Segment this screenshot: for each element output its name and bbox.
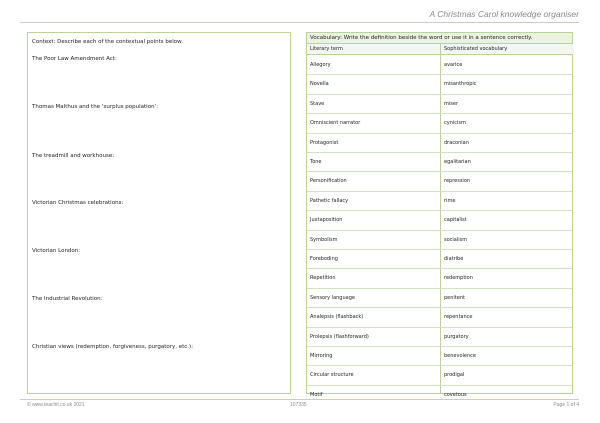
vocabulary-word-cell: socialism bbox=[444, 236, 468, 243]
context-point: Victorian Christmas celebrations: bbox=[32, 200, 124, 206]
vocabulary-word-cell: capitalist bbox=[444, 217, 467, 224]
footer-page-number: Page 1 of 4 bbox=[553, 402, 579, 408]
literary-term-cell: Prolepsis (flashforward) bbox=[310, 333, 369, 340]
document-title: A Christmas Carol knowledge organiser bbox=[429, 9, 579, 19]
footer-copyright: © www.teachit.co.uk 2021 bbox=[27, 402, 85, 408]
context-point: Thomas Malthus and the ‘surplus population’: bbox=[32, 104, 159, 110]
vocabulary-word-cell: benevolence bbox=[444, 353, 476, 359]
row-divider bbox=[307, 113, 572, 114]
row-divider bbox=[307, 288, 572, 289]
row-divider bbox=[307, 327, 572, 328]
context-point: The treadmill and workhouse: bbox=[32, 153, 115, 159]
column-header-literary-term: Literary term bbox=[307, 44, 440, 54]
vocabulary-word-cell: misanthropic bbox=[444, 81, 477, 88]
vocabulary-heading: Vocabulary: Write the definition beside the word or use it in a sentence correctly. bbox=[307, 33, 572, 44]
row-divider bbox=[307, 94, 572, 95]
vocabulary-word-cell: prodigal bbox=[444, 372, 465, 379]
vocabulary-word-cell: draconian bbox=[444, 139, 469, 146]
literary-term-cell: Tone bbox=[310, 159, 322, 165]
row-divider bbox=[307, 171, 572, 172]
vocabulary-word-cell: redemption bbox=[444, 275, 473, 282]
context-heading: Context: Describe each of the contextual points below. bbox=[32, 39, 183, 45]
literary-term-cell: Novella bbox=[310, 81, 329, 88]
vocabulary-word-cell: penitent bbox=[444, 294, 465, 301]
vocabulary-word-cell: miser bbox=[444, 100, 458, 107]
literary-term-cell: Personification bbox=[310, 178, 347, 185]
row-divider bbox=[307, 268, 572, 269]
literary-term-cell: Circular structure bbox=[310, 372, 354, 379]
literary-term-cell: Allegory bbox=[310, 62, 331, 68]
vocabulary-word-cell: rime bbox=[444, 197, 456, 204]
row-divider bbox=[307, 230, 572, 231]
row-divider bbox=[307, 365, 572, 366]
literary-term-cell: Symbolism bbox=[310, 236, 338, 243]
row-divider bbox=[307, 191, 572, 192]
vocabulary-word-cell: diatribe bbox=[444, 256, 464, 262]
row-divider bbox=[307, 385, 572, 386]
literary-term-cell: Sensory language bbox=[310, 294, 355, 301]
literary-term-cell: Motif bbox=[310, 391, 323, 398]
context-panel bbox=[27, 32, 291, 394]
literary-term-cell: Protagonist bbox=[310, 139, 339, 146]
row-divider bbox=[307, 249, 572, 250]
literary-term-cell: Repetition bbox=[310, 275, 336, 282]
row-divider bbox=[307, 133, 572, 134]
literary-term-cell: Juxtaposition bbox=[310, 217, 343, 224]
column-divider bbox=[440, 44, 441, 393]
vocabulary-word-cell: purgatory bbox=[444, 333, 469, 340]
row-divider bbox=[307, 74, 572, 75]
vocabulary-word-cell: egalitarian bbox=[444, 159, 471, 165]
context-point: Victorian London: bbox=[32, 248, 81, 254]
context-point: The Poor Law Amendment Act: bbox=[32, 56, 117, 62]
footer-code: 107335 bbox=[290, 402, 307, 408]
vocabulary-word-cell: repression bbox=[444, 178, 471, 185]
literary-term-cell: Mirroring bbox=[310, 353, 333, 359]
row-divider bbox=[307, 210, 572, 211]
vocabulary-word-cell: repentance bbox=[444, 314, 473, 321]
header-rule bbox=[20, 22, 579, 23]
column-header-sophisticated-vocabulary: Sophisticated vocabulary bbox=[440, 44, 574, 54]
literary-term-cell: Pathetic fallacy bbox=[310, 197, 349, 204]
literary-term-cell: Analepsis (flashback) bbox=[310, 314, 364, 321]
literary-term-cell: Foreboding bbox=[310, 256, 338, 262]
vocabulary-panel bbox=[306, 32, 573, 398]
row-divider bbox=[307, 152, 572, 153]
row-divider bbox=[307, 346, 572, 347]
context-point: The Industrial Revolution: bbox=[32, 296, 103, 302]
vocabulary-word-cell: avarice bbox=[444, 62, 463, 68]
context-point: Christian views (redemption, forgiveness, purgatory, etc.): bbox=[32, 344, 194, 350]
literary-term-cell: Stave bbox=[310, 100, 325, 107]
vocabulary-word-cell: cynicism bbox=[444, 120, 466, 127]
vocabulary-word-cell: covetous bbox=[444, 391, 467, 398]
footer-rule bbox=[20, 399, 579, 400]
row-divider bbox=[307, 307, 572, 308]
literary-term-cell: Omniscient narrator bbox=[310, 120, 361, 127]
